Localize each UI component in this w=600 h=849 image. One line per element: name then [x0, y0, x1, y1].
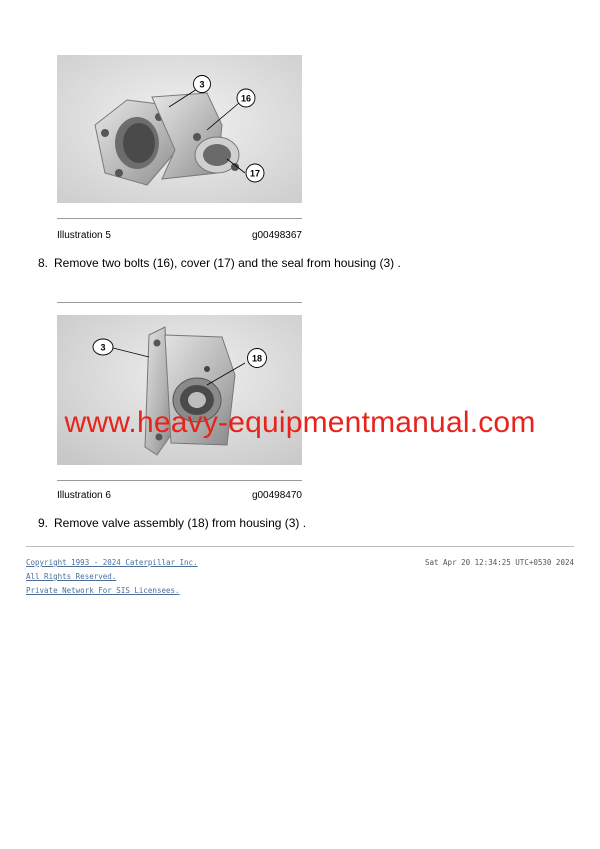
svg-text:16: 16 — [240, 93, 252, 104]
valve-photo-image — [57, 315, 302, 465]
figure-illustration-5 — [57, 55, 302, 245]
housing-photo-image — [57, 55, 302, 203]
svg-text:3: 3 — [100, 342, 106, 353]
step-number: 9. — [38, 516, 49, 530]
footer-divider — [26, 546, 574, 547]
figure-caption-code: g00498470 — [251, 490, 302, 501]
svg-text:3: 3 — [199, 79, 205, 90]
step-number: 8. — [38, 256, 49, 270]
figure-caption-label: Illustration 5 — [57, 230, 111, 241]
watermark-url: www.heavy-equipmentmanual.com — [64, 406, 536, 439]
rights-link[interactable]: All Rights Reserved. — [26, 572, 117, 581]
figure-divider — [57, 480, 302, 481]
step-text: Remove valve assembly (18) from housing (3) . — [54, 516, 307, 530]
figure-top-divider — [57, 302, 302, 303]
illustration-6-photo — [57, 315, 302, 465]
callout-3 — [93, 339, 113, 355]
step-9 — [38, 516, 306, 531]
step-text: Remove two bolts (16), cover (17) and the seal from housing (3) . — [54, 256, 401, 270]
figure-divider — [57, 218, 302, 219]
illustration-5-photo — [57, 55, 302, 203]
svg-text:18: 18 — [251, 353, 263, 364]
callout-3 — [194, 76, 211, 93]
figure-caption-code: g00498367 — [251, 230, 302, 241]
copyright-link[interactable]: Copyright 1993 - 2024 Caterpillar Inc. — [26, 558, 198, 567]
callout-18 — [248, 349, 267, 368]
private-network-link[interactable]: Private Network For SIS Licensees. — [26, 586, 180, 595]
step-8 — [38, 256, 401, 271]
timestamp: Sat Apr 20 12:34:25 UTC+0530 2024 — [424, 558, 574, 567]
figure-caption-label: Illustration 6 — [57, 490, 111, 501]
callout-17 — [246, 164, 264, 182]
callout-16 — [237, 89, 255, 107]
svg-text:17: 17 — [249, 168, 261, 179]
